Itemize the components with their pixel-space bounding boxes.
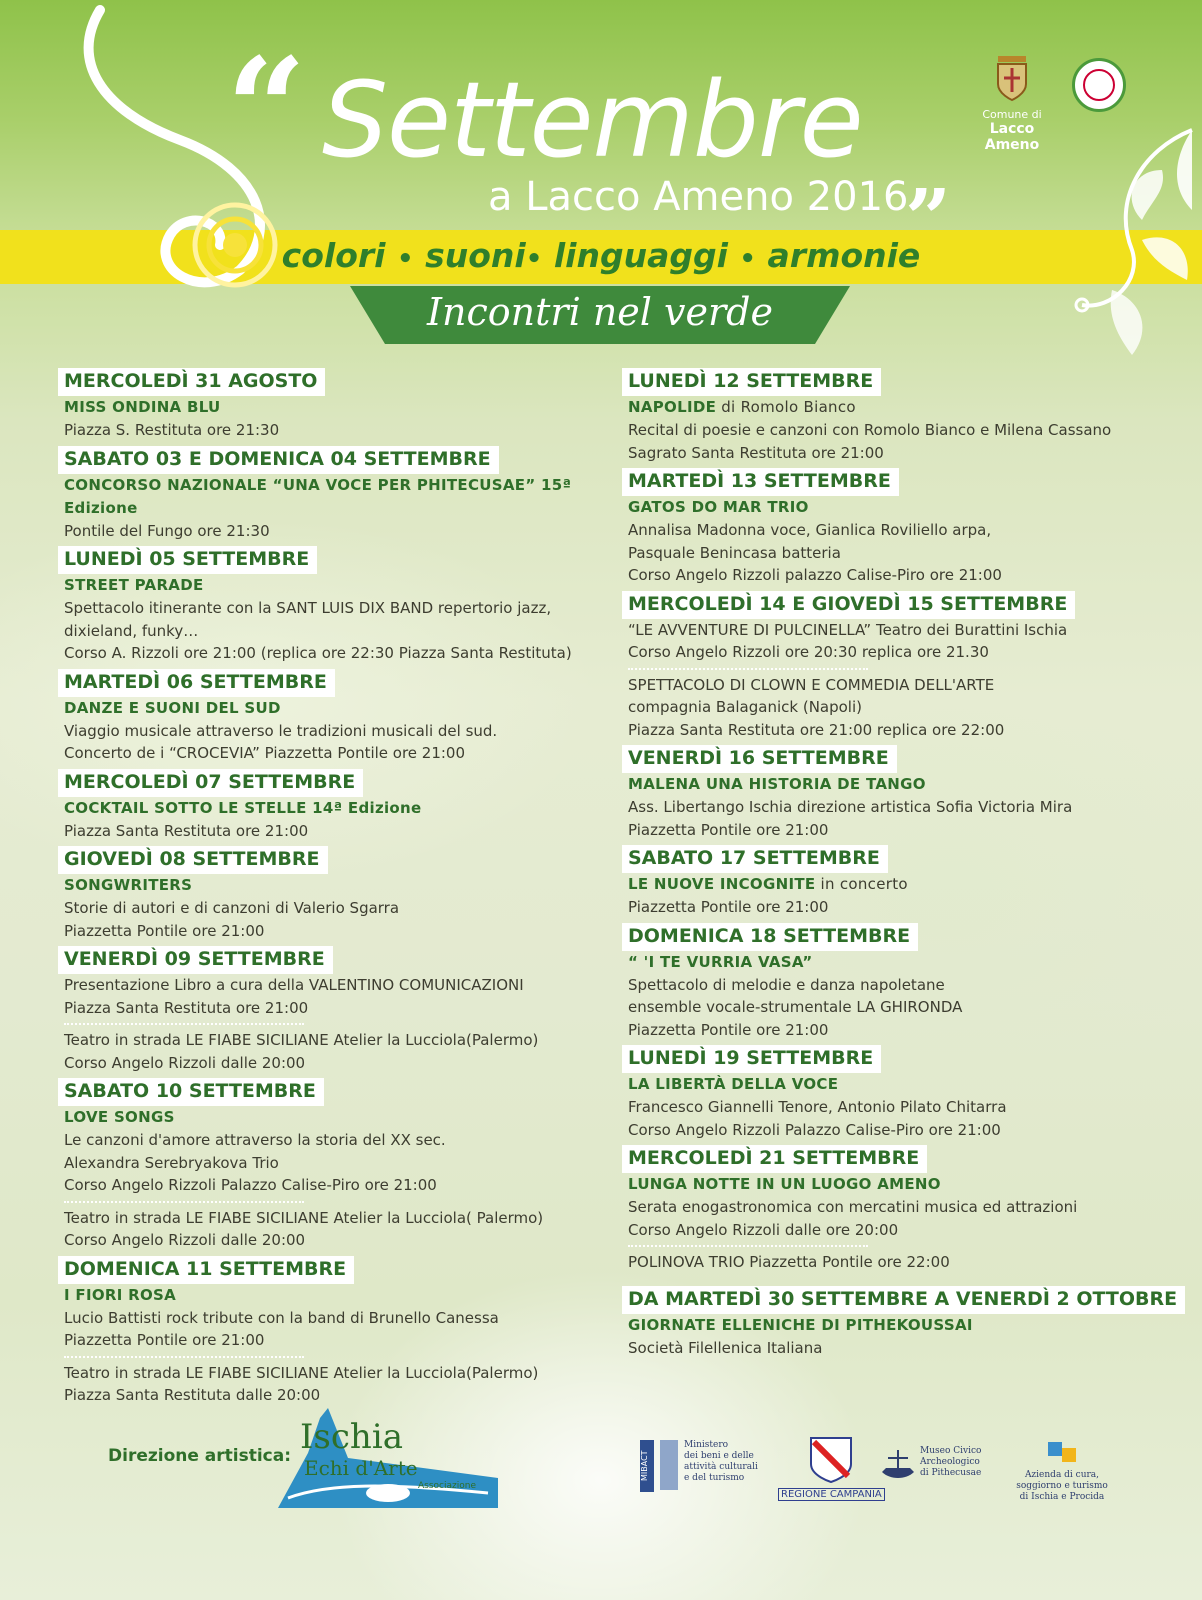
tagline-word: suoni xyxy=(425,236,526,275)
event-line: Pasquale Benincasa batteria xyxy=(628,543,841,562)
event-line: Piazza Santa Restituta ore 21:00 replica ore 22:00 xyxy=(628,720,1005,739)
dotted-separator xyxy=(64,1356,304,1358)
dotted-separator xyxy=(628,668,868,670)
event xyxy=(622,1286,1182,1360)
event-title-rest: in concerto xyxy=(815,875,908,893)
event-line: Corso Angelo Rizzoli Palazzo Calise-Piro ore 21:00 xyxy=(628,1120,1001,1139)
event-line: Alexandra Serebryakova Trio xyxy=(64,1153,279,1172)
ischia-assoc: Associazione xyxy=(418,1481,476,1491)
event xyxy=(58,446,613,543)
azienda-emblem-icon xyxy=(1046,1440,1078,1466)
event-line: Lucio Battisti rock tribute con la band di Brunello Canessa xyxy=(64,1308,499,1327)
ischia-sub: Echi d'Arte xyxy=(304,1456,418,1480)
comune-name: Lacco Ameno xyxy=(984,121,1040,153)
event-line: Storie di autori e di canzoni di Valerio Sgarra xyxy=(64,899,400,917)
event-title: GATOS DO MAR TRIO xyxy=(628,498,809,516)
azienda-line: Azienda di cura, soggiorno e turismo xyxy=(1016,1470,1108,1491)
artistic-direction-label: Direzione artistica: xyxy=(108,1446,292,1466)
event-title: LA LIBERTÀ DELLA VOCE xyxy=(628,1075,839,1093)
event-line: Corso Angelo Rizzoli dalle 20:00 xyxy=(64,1053,306,1072)
event-line: Annalisa Madonna voce, Gianlica Roviliello arpa, xyxy=(628,521,992,539)
event-line: Piazza Santa Restituta ore 21:00 xyxy=(64,998,309,1017)
tagline-word: linguaggi xyxy=(553,236,728,275)
event-title: STREET PARADE xyxy=(64,576,204,594)
event-line: Piazzetta Pontile ore 21:00 xyxy=(628,898,829,916)
regione-shield-icon xyxy=(806,1436,856,1484)
event-title: MALENA UNA HISTORIA DE TANGO xyxy=(628,775,926,793)
tagline-word: armonie xyxy=(767,236,921,275)
map-icon xyxy=(660,1440,678,1490)
event-date: SABATO 10 SETTEMBRE xyxy=(58,1078,324,1106)
event xyxy=(622,1045,1182,1141)
event-line: Francesco Giannelli Tenore, Antonio Pilato Chitarra xyxy=(628,1098,1007,1116)
event-line: Società Filellenica Italiana xyxy=(628,1338,823,1357)
event-title: MISS ONDINA BLU xyxy=(64,398,221,416)
event xyxy=(58,669,613,765)
event-date: MERCOLEDÌ 21 SETTEMBRE xyxy=(622,1145,927,1173)
event-line: Presentazione Libro a cura della VALENTINO COMUNICAZIONI xyxy=(64,976,524,994)
azienda-line: di Ischia e Procida xyxy=(1019,1492,1105,1502)
museo-text xyxy=(920,1446,981,1479)
event-title-rest: di Romolo Bianco xyxy=(716,398,856,416)
mibact-line: attività culturali xyxy=(684,1462,758,1472)
event-line: Corso Angelo Rizzoli dalle 20:00 xyxy=(64,1231,306,1249)
event-date: MERCOLEDÌ 14 E GIOVEDÌ 15 SETTEMBRE xyxy=(622,591,1075,619)
event-line: Piazzetta Pontile ore 21:00 xyxy=(628,820,829,839)
mibact-acronym: MIBACT xyxy=(640,1440,654,1492)
proloco-emblem-icon xyxy=(1083,69,1115,101)
event-line: Teatro in strada LE FIABE SICILIANE Atelier la Lucciola( Palermo) xyxy=(64,1208,544,1227)
quote-close: ” xyxy=(905,171,952,265)
event xyxy=(58,946,613,1074)
event-date: LUNEDÌ 05 SETTEMBRE xyxy=(58,546,317,574)
tagline-sep: • xyxy=(525,244,543,274)
event-line: Pontile del Fungo ore 21:30 xyxy=(64,521,270,540)
tagline-sep: • xyxy=(396,244,414,274)
mibact-line: Ministero xyxy=(684,1440,729,1450)
event-date: MARTEDÌ 06 SETTEMBRE xyxy=(58,669,335,697)
event-title: LUNGA NOTTE IN UN LUOGO AMENO xyxy=(628,1175,941,1193)
event-title: “ 'I TE VURRIA VASA” xyxy=(628,952,813,971)
event-line: POLINOVA TRIO Piazzetta Pontile ore 22:00 xyxy=(628,1253,950,1271)
event-line: Corso A. Rizzoli ore 21:00 (replica ore 22:30 Piazza Santa Restituta) xyxy=(64,644,572,662)
event-line: Teatro in strada LE FIABE SICILIANE Atelier la Lucciola(Palermo) xyxy=(64,1363,539,1382)
mibact-text xyxy=(684,1440,758,1484)
event-date: MERCOLEDÌ 07 SETTEMBRE xyxy=(58,769,363,797)
museo-line: di Pithecusae xyxy=(920,1468,982,1478)
event-date: MERCOLEDÌ 31 AGOSTO xyxy=(58,368,325,396)
left-column xyxy=(58,368,613,1411)
event-title: COCKTAIL SOTTO LE STELLE 14ª Edizione xyxy=(64,798,422,817)
dotted-separator xyxy=(64,1201,304,1203)
event-line: compagnia Balaganick (Napoli) xyxy=(628,698,862,716)
mibact-line: dei beni e delle xyxy=(684,1451,754,1461)
event-title: CONCORSO NAZIONALE “UNA VOCE PER PHITECUSAE” 15ª Edizione xyxy=(64,475,572,517)
event xyxy=(622,923,1182,1042)
right-column xyxy=(622,368,1182,1363)
ship-icon xyxy=(880,1446,916,1486)
tagline-sep: • xyxy=(739,244,757,274)
event-title: SONGWRITERS xyxy=(64,876,193,894)
event-line: Corso Angelo Rizzoli palazzo Calise-Piro ore 21:00 xyxy=(628,566,1002,584)
event-line: Ass. Libertango Ischia direzione artistica Sofia Victoria Mira xyxy=(628,798,1073,816)
event-date: MARTEDÌ 13 SETTEMBRE xyxy=(622,468,899,496)
event-line: Teatro in strada LE FIABE SICILIANE Atelier la Lucciola(Palermo) xyxy=(64,1031,539,1049)
ischia-name: Ischia xyxy=(300,1417,403,1457)
event-title: GIORNATE ELLENICHE DI PITHEKOUSSAI xyxy=(628,1315,973,1334)
event-line: Piazzetta Pontile ore 21:00 xyxy=(628,1020,829,1039)
event-title: DANZE E SUONI DEL SUD xyxy=(64,698,281,717)
event-title-main: LE NUOVE INCOGNITE xyxy=(628,875,816,893)
event-line: Serata enogastronomica con mercatini musica ed attrazioni xyxy=(628,1198,1078,1216)
event xyxy=(58,368,613,442)
event xyxy=(58,1256,613,1407)
comune-small: Comune di xyxy=(982,108,1042,121)
event-title-main: NAPOLIDE xyxy=(628,398,717,416)
event-line: SPETTACOLO DI CLOWN E COMMEDIA DELL'ARTE xyxy=(628,675,995,694)
museo-line: Museo Civico xyxy=(920,1446,982,1456)
event-line: Corso Angelo Rizzoli dalle ore 20:00 xyxy=(628,1220,899,1239)
event xyxy=(622,1145,1182,1274)
event-line: Corso Angelo Rizzoli Palazzo Calise-Piro ore 21:00 xyxy=(64,1176,437,1194)
event xyxy=(58,846,613,942)
event-date: DOMENICA 11 SETTEMBRE xyxy=(58,1256,354,1284)
event xyxy=(622,591,1182,742)
event-title xyxy=(622,873,1182,896)
mibact-line: e del turismo xyxy=(684,1473,745,1483)
event-date: LUNEDÌ 19 SETTEMBRE xyxy=(622,1045,881,1073)
event-title xyxy=(622,396,1182,419)
event-date: DOMENICA 18 SETTEMBRE xyxy=(622,923,918,951)
event-date: DA MARTEDÌ 30 SETTEMBRE A VENERDÌ 2 OTTOBRE xyxy=(622,1286,1185,1314)
coat-of-arms-icon xyxy=(992,50,1032,104)
museo-line: Archeologico xyxy=(920,1457,980,1467)
event-line: Spettacolo itinerante con la SANT LUIS DIX BAND repertorio jazz, xyxy=(64,599,552,617)
page-title: Settembre xyxy=(322,59,863,181)
regione-campania-logo xyxy=(778,1436,885,1501)
mibact-logo xyxy=(640,1440,758,1492)
event-line: Sagrato Santa Restituta ore 21:00 xyxy=(628,443,884,462)
event xyxy=(58,1078,613,1252)
quote-open: “ xyxy=(226,28,307,192)
tagline-word: colori xyxy=(281,236,386,275)
event-date: GIOVEDÌ 08 SETTEMBRE xyxy=(58,846,328,874)
event-title: I FIORI ROSA xyxy=(64,1285,177,1304)
event-line: dixieland, funky… xyxy=(64,621,199,640)
event xyxy=(622,368,1182,464)
tagline xyxy=(0,235,1202,280)
event-line: Le canzoni d'amore attraverso la storia del XX sec. xyxy=(64,1131,446,1149)
dotted-separator xyxy=(64,1023,304,1025)
event xyxy=(622,845,1182,919)
event-line: Piazza Santa Restituta dalle 20:00 xyxy=(64,1386,321,1404)
dotted-separator xyxy=(628,1245,868,1247)
event-line: Piazza S. Restituta ore 21:30 xyxy=(64,421,280,439)
event-date: VENERDÌ 16 SETTEMBRE xyxy=(622,745,897,773)
event-line: ensemble vocale-strumentale LA GHIRONDA xyxy=(628,998,963,1016)
regione-text: REGIONE CAMPANIA xyxy=(778,1488,885,1501)
event-date: LUNEDÌ 12 SETTEMBRE xyxy=(622,368,881,396)
event-line: Recital di poesie e canzoni con Romolo Bianco e Milena Cassano xyxy=(628,421,1112,439)
event xyxy=(622,468,1182,587)
event-date: SABATO 17 SETTEMBRE xyxy=(622,845,888,873)
event-line: Piazzetta Pontile ore 21:00 xyxy=(64,1331,265,1349)
event-line: Viaggio musicale attraverso le tradizioni musicali del sud. xyxy=(64,721,498,740)
event xyxy=(622,745,1182,841)
event-line: Piazzetta Pontile ore 21:00 xyxy=(64,921,265,940)
event-line: Spettacolo di melodie e danza napoletane xyxy=(628,975,945,994)
event-title: LOVE SONGS xyxy=(64,1108,175,1126)
azienda-logo xyxy=(1002,1440,1122,1503)
azienda-text xyxy=(1002,1470,1122,1503)
page-subtitle: a Lacco Ameno 2016 xyxy=(488,174,909,220)
event-date: SABATO 03 E DOMENICA 04 SETTEMBRE xyxy=(58,446,499,474)
museo-logo xyxy=(880,1446,981,1486)
banner-text: Incontri nel verde xyxy=(427,290,773,334)
event xyxy=(58,546,613,665)
event-date: VENERDÌ 09 SETTEMBRE xyxy=(58,946,333,974)
event-line: “LE AVVENTURE DI PULCINELLA” Teatro dei Burattini Ischia xyxy=(628,620,1068,639)
proloco-logo xyxy=(1072,58,1126,112)
event-line: Corso Angelo Rizzoli ore 20:30 replica ore 21.30 xyxy=(628,643,989,661)
event-line: Concerto de i “CROCEVIA” Piazzetta Pontile ore 21:00 xyxy=(64,744,466,762)
event-line: Piazza Santa Restituta ore 21:00 xyxy=(64,821,309,840)
event xyxy=(58,769,613,843)
comune-logo xyxy=(962,50,1062,153)
